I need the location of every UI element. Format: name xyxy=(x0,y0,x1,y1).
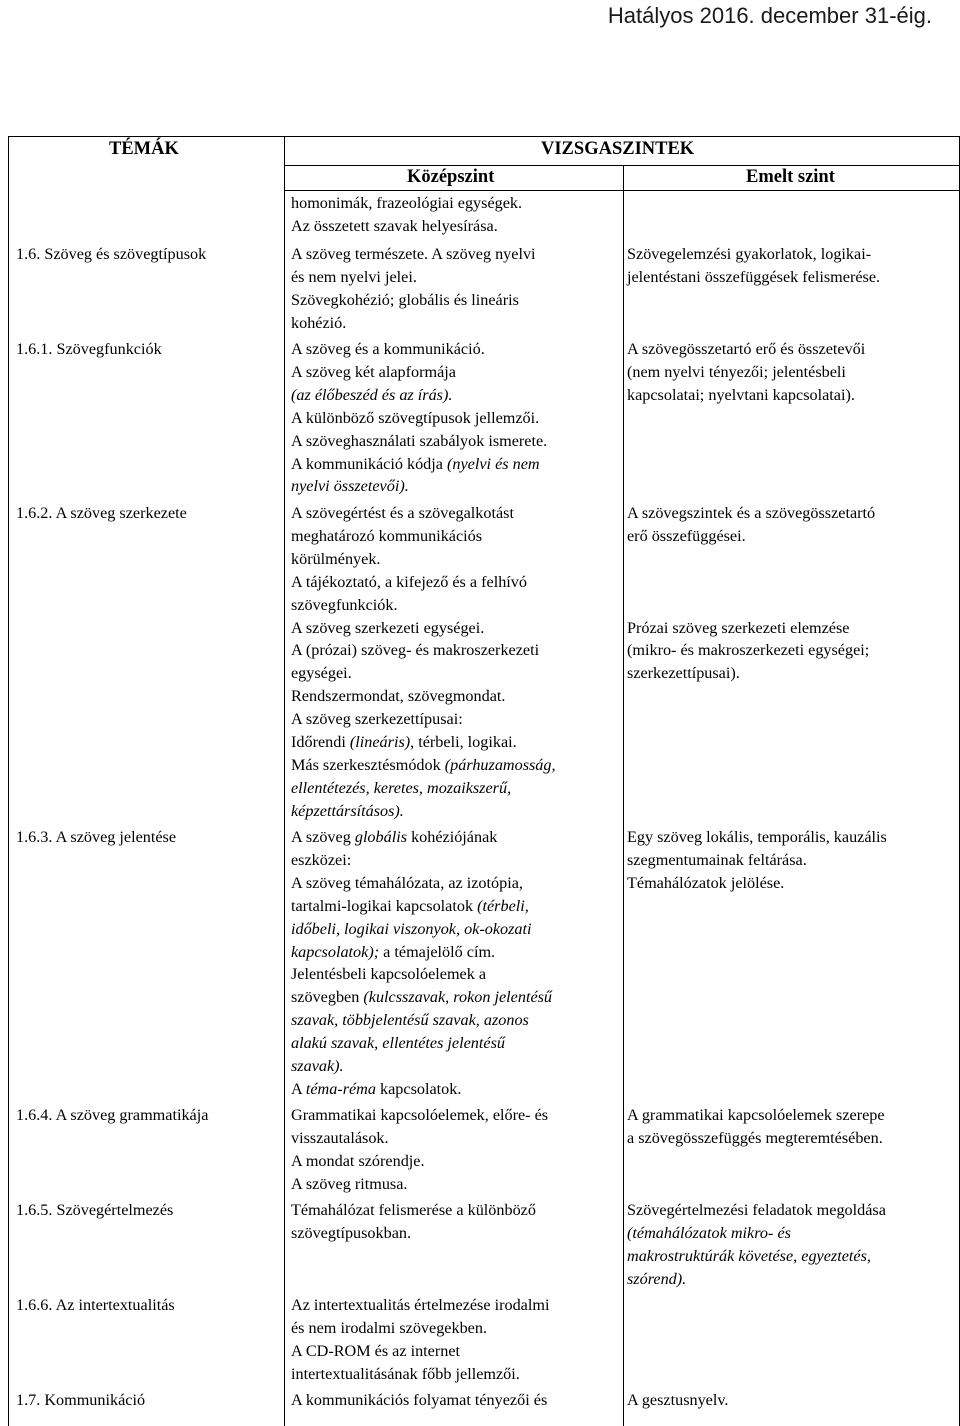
text-line xyxy=(291,502,556,525)
italic-text: alakú szavak, ellentétes jelentésű xyxy=(291,1034,505,1053)
text-line xyxy=(291,361,547,384)
text-line xyxy=(627,639,875,662)
advanced-cell-1-6-3 xyxy=(627,826,887,895)
text-run: kohéziójának xyxy=(407,828,498,846)
text-line xyxy=(291,1127,548,1150)
intermediate-cell-1-7 xyxy=(291,1389,547,1412)
text-line xyxy=(627,525,875,548)
text-line xyxy=(291,708,556,731)
text-run: szövegben xyxy=(291,988,364,1007)
text-run: A különböző szövegtípusok jellemzői. xyxy=(291,408,540,427)
text-line xyxy=(291,1055,552,1078)
text-run: szövegfunkciók. xyxy=(291,595,398,614)
italic-text: (lineáris) xyxy=(349,733,411,752)
advanced-cell-1-6 xyxy=(627,243,880,289)
column-divider-levels xyxy=(623,165,624,1426)
topic-1-7: 1.7. Kommunikáció xyxy=(16,1391,146,1409)
topic-1-6-5: 1.6.5. Szövegértelmezés xyxy=(16,1201,174,1219)
text-run: szegmentumainak feltárása. xyxy=(627,850,807,869)
topic-1-6-3: 1.6.3. A szöveg jelentése xyxy=(16,828,177,846)
italic-text: (párhuzamosság, xyxy=(444,755,556,774)
text-run: egységei. xyxy=(291,664,352,683)
text-run: Szövegkohézió; globális és lineáris xyxy=(291,290,519,309)
text-run: A szöveg ritmusa. xyxy=(291,1174,408,1193)
intermediate-cell-1-6-6 xyxy=(291,1294,549,1386)
text-run: A kommunikáció kódja xyxy=(291,454,448,473)
italic-text: szavak, többjelentésű szavak, azonos xyxy=(291,1011,529,1030)
text-run: A szöveg szerkezeti egységei. xyxy=(291,618,485,637)
text-line xyxy=(291,986,552,1009)
text-line xyxy=(291,685,556,708)
intermediate-cell-1-6-5 xyxy=(291,1199,536,1245)
text-line xyxy=(627,243,880,266)
text-line xyxy=(627,1389,728,1412)
intermediate-cell-1-6-3 xyxy=(291,826,552,1101)
text-run: a témajelölő cím. xyxy=(379,942,496,961)
text-line xyxy=(291,430,547,453)
text-run: Az intertextualitás értelmezése irodalmi xyxy=(291,1296,550,1314)
text-run: A szöveghasználati szabályok ismerete. xyxy=(291,431,548,450)
text-line xyxy=(627,872,887,895)
text-run: Prózai szöveg szerkezeti elemzése xyxy=(627,618,850,637)
text-line xyxy=(291,312,536,335)
text-line xyxy=(291,243,536,266)
text-line xyxy=(291,754,556,777)
text-line xyxy=(627,1245,886,1268)
text-line xyxy=(627,1127,885,1150)
text-line xyxy=(291,1199,536,1222)
italic-text: szórend). xyxy=(627,1269,687,1288)
italic-text: (nyelvi és nem xyxy=(447,454,540,473)
italic-text: (az élőbeszéd és az írás). xyxy=(291,385,453,404)
text-line xyxy=(291,525,556,548)
text-line xyxy=(291,1363,549,1386)
header-topics: TÉMÁK xyxy=(109,139,179,159)
advanced-cell-1-6-1 xyxy=(627,338,865,407)
advanced-cell-1-6-5 xyxy=(627,1199,886,1291)
text-line xyxy=(291,1294,549,1317)
italic-text: időbeli, logikai viszonyok, ok-okozati xyxy=(291,919,532,938)
table-border-top xyxy=(8,136,960,137)
text-line xyxy=(627,361,865,384)
text-run: Az összetett szavak helyesírása. xyxy=(291,216,498,235)
text-run: A tájékoztató, a kifejező és a felhívó xyxy=(291,572,527,591)
text-line xyxy=(627,849,887,872)
text-line xyxy=(291,872,552,895)
text-line xyxy=(291,1222,536,1245)
text-run: visszautalások. xyxy=(291,1128,389,1147)
text-run: Témahálózat felismerése a különböző xyxy=(291,1201,536,1219)
topic-1-6-1: 1.6.1. Szövegfunkciók xyxy=(16,340,162,358)
text-run: A kommunikációs folyamat tényezői és xyxy=(291,1391,548,1409)
text-line xyxy=(291,594,556,617)
text-line xyxy=(627,1104,885,1127)
text-run: Más szerkesztésmódok xyxy=(291,755,445,774)
text-line xyxy=(291,1104,548,1127)
text-run: és nem nyelvi jelei. xyxy=(291,267,417,286)
italic-text: képzettársításos). xyxy=(291,801,404,820)
text-run: Rendszermondat, szövegmondat. xyxy=(291,687,506,706)
text-line xyxy=(291,1032,552,1055)
italic-text: ellentétezés, keretes, mozaikszerű, xyxy=(291,778,512,797)
text-run: a szövegösszefüggés megteremtésében. xyxy=(627,1128,883,1147)
text-line xyxy=(291,1317,549,1340)
text-run: Időrendi xyxy=(291,733,350,752)
text-line xyxy=(291,963,552,986)
intermediate-cell-1-6-4 xyxy=(291,1104,548,1196)
text-run: A grammatikai kapcsolóelemek szerepe xyxy=(627,1106,885,1124)
text-run: Jelentésbeli kapcsolóelemek a xyxy=(291,965,487,984)
text-run: A szövegértést és a szövegalkotást xyxy=(291,504,514,522)
text-run: A xyxy=(291,1079,306,1098)
text-line xyxy=(627,662,875,685)
italic-text: (témahálózatok mikro- és xyxy=(627,1223,791,1242)
text-run: és nem irodalmi szövegekben. xyxy=(291,1318,487,1337)
text-line xyxy=(291,777,556,800)
exam-requirements-table xyxy=(8,136,960,1426)
text-run: A szöveg témahálózata, az izotópia, xyxy=(291,873,523,892)
text-line xyxy=(627,548,875,571)
text-line xyxy=(627,1199,886,1222)
text-line xyxy=(627,617,875,640)
validity-note: Hatályos 2016. december 31-éig. xyxy=(607,3,932,28)
text-run: Egy szöveg lokális, temporális, kauzális xyxy=(627,828,887,846)
text-run: A CD-ROM és az internet xyxy=(291,1341,461,1360)
text-line xyxy=(627,594,875,617)
text-run: szerkezettípusai). xyxy=(627,664,740,683)
intermediate-cell-1-6-1 xyxy=(291,338,547,498)
intermediate-cell-0 xyxy=(291,192,522,238)
italic-text: nyelvi összetevői). xyxy=(291,477,409,496)
text-run: A szöveg szerkezettípusai: xyxy=(291,710,463,729)
italic-text: szavak). xyxy=(291,1057,344,1076)
text-line xyxy=(291,800,556,823)
column-divider-topics xyxy=(284,136,285,1426)
text-line xyxy=(627,384,865,407)
text-run: jelentéstani összefüggések felismerése. xyxy=(627,267,881,286)
italic-text: téma-réma xyxy=(305,1079,376,1098)
text-run: homonimák, frazeológiai egységek. xyxy=(291,194,523,212)
text-run: A (prózai) szöveg- és makroszerkezeti xyxy=(291,641,540,660)
text-line xyxy=(627,571,875,594)
text-run: A mondat szórendje. xyxy=(291,1151,425,1170)
text-line xyxy=(291,849,552,872)
text-line xyxy=(291,407,547,430)
text-line xyxy=(627,502,875,525)
text-run: (mikro- és makroszerkezeti egységei; xyxy=(627,641,870,660)
text-line xyxy=(291,662,556,685)
advanced-cell-1-6-4 xyxy=(627,1104,885,1150)
text-run: (nem nyelvi tényezői; jelentésbeli xyxy=(627,362,846,381)
italic-text: (térbeli, xyxy=(477,896,529,915)
text-run: Grammatikai kapcsolóelemek, előre- és xyxy=(291,1106,549,1124)
header-exam-requirements: VIZSGASZINTEK xyxy=(541,139,695,159)
text-run: szövegtípusokban. xyxy=(291,1223,412,1242)
text-run: Témahálózatok jelölése. xyxy=(627,873,785,892)
text-run: kapcsolatai; nyelvtani kapcsolatai). xyxy=(627,385,855,404)
text-line xyxy=(291,731,556,754)
text-run: A szöveg xyxy=(291,828,355,846)
text-line xyxy=(291,453,547,476)
text-run: A szöveg és a kommunikáció. xyxy=(291,340,485,358)
text-line xyxy=(291,1078,552,1101)
text-run: A szöveg két alapformája xyxy=(291,362,456,381)
text-line xyxy=(291,571,556,594)
text-line xyxy=(291,1173,548,1196)
text-run: Szövegelemzési gyakorlatok, logikai- xyxy=(627,245,872,263)
italic-text: makrostruktúrák követése, egyeztetés, xyxy=(627,1246,871,1265)
text-run: körülmények. xyxy=(291,549,381,568)
intermediate-cell-1-6 xyxy=(291,243,536,335)
topic-1-6-4: 1.6.4. A szöveg grammatikája xyxy=(16,1106,209,1124)
text-line xyxy=(627,1222,886,1245)
text-run: erő összefüggései. xyxy=(627,526,746,545)
text-run: A szövegösszetartó erő és összetevői xyxy=(627,340,866,358)
text-run: tartalmi-logikai kapcsolatok xyxy=(291,896,478,915)
text-run: kapcsolatok. xyxy=(375,1079,462,1098)
italic-text: kapcsolatok); xyxy=(291,942,380,961)
text-line xyxy=(291,338,547,361)
advanced-cell-1-6-2 xyxy=(627,502,875,685)
text-line xyxy=(291,918,552,941)
text-line xyxy=(291,475,547,498)
text-line xyxy=(291,384,547,407)
text-run: Szövegértelmezési feladatok megoldása xyxy=(627,1201,886,1219)
header-bottom-line xyxy=(284,190,960,191)
text-run: A szöveg természete. A szöveg nyelvi xyxy=(291,245,536,263)
text-line xyxy=(291,215,522,238)
text-run: meghatározó kommunikációs xyxy=(291,526,483,545)
text-line xyxy=(627,1268,886,1291)
header-divider xyxy=(284,165,960,166)
text-line xyxy=(291,289,536,312)
topic-1-6-6: 1.6.6. Az intertextualitás xyxy=(16,1296,175,1314)
text-run: eszközei: xyxy=(291,850,352,869)
text-line xyxy=(291,639,556,662)
text-run: , térbeli, logikai. xyxy=(410,733,517,752)
topic-1-6: 1.6. Szöveg és szövegtípusok xyxy=(16,245,207,263)
text-run: kohézió. xyxy=(291,313,347,332)
text-line xyxy=(627,266,880,289)
text-line xyxy=(627,826,887,849)
header-advanced-level: Emelt szint xyxy=(746,167,835,187)
text-line xyxy=(627,338,865,361)
italic-text: globális xyxy=(354,828,408,846)
text-line xyxy=(291,826,552,849)
text-line xyxy=(291,192,522,215)
text-line xyxy=(291,548,556,571)
text-line xyxy=(291,895,552,918)
table-border-left xyxy=(8,136,9,1426)
italic-text: (kulcsszavak, rokon jelentésű xyxy=(363,988,553,1007)
text-run: A gesztusnyelv. xyxy=(627,1391,729,1409)
topic-1-6-2: 1.6.2. A szöveg szerkezete xyxy=(16,504,187,522)
text-line xyxy=(291,941,552,964)
intermediate-cell-1-6-2 xyxy=(291,502,556,823)
text-line xyxy=(291,266,536,289)
advanced-cell-1-7 xyxy=(627,1389,728,1412)
header-intermediate-level: Középszint xyxy=(407,167,495,187)
text-line xyxy=(291,1009,552,1032)
text-line xyxy=(291,1340,549,1363)
text-run: A szövegszintek és a szövegösszetartó xyxy=(627,504,876,522)
text-line xyxy=(291,1150,548,1173)
text-line xyxy=(291,1389,547,1412)
text-line xyxy=(291,617,556,640)
text-run: intertextualitásának főbb jellemzői. xyxy=(291,1364,520,1383)
